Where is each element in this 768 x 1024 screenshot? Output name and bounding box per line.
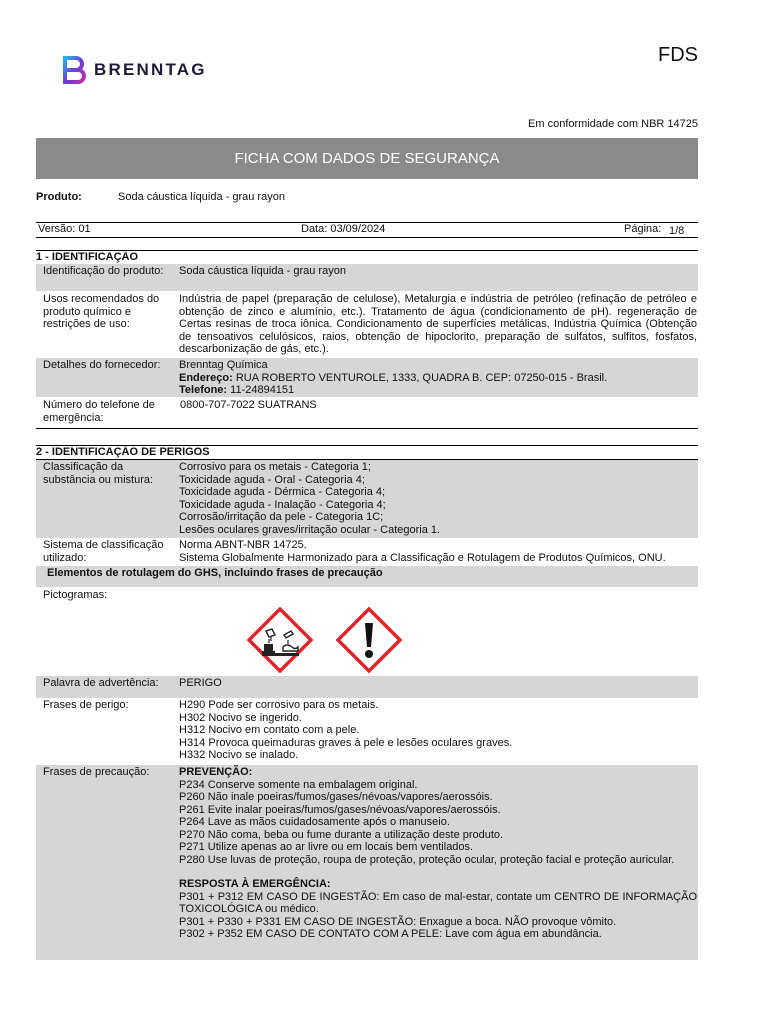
prevention-item: P280 Use luvas de proteção, roupa de proteção, proteção ocular, proteção facial e proteção auricular. — [179, 853, 675, 866]
classification-item: Toxicidade aguda - Oral - Categoria 4; — [179, 473, 365, 486]
section2-title-text: 2 - IDENTIFICAÇÃO DE PERIGOS — [36, 446, 210, 458]
hazard-list — [179, 699, 697, 762]
system-list — [179, 539, 697, 564]
row-label: Palavra de advertência: — [43, 677, 159, 689]
supplier-address: Endereço: RUA ROBERTO VENTUROLE, 1333, QUADRA B. CEP: 07250-015 - Brasil. — [179, 371, 608, 384]
row-emergency-phone — [36, 397, 698, 427]
row-value: Soda cáustica líquida - grau rayon — [179, 265, 346, 277]
ghs-heading — [36, 566, 698, 587]
row-label: Frases de perigo: — [43, 699, 129, 711]
prevention-item: P234 Conserve somente na embalagem original. — [179, 778, 418, 791]
row-label: Pictogramas: — [43, 589, 108, 601]
response-item: P301 + P330 + P331 EM CASO DE INGESTÃO: Enxague a boca. NÃO provoque vômito. — [179, 915, 617, 928]
product-name: Soda cáustica líquida - grau rayon — [118, 191, 285, 203]
classification-item: Lesões oculares graves/irritação ocular - Categoria 1. — [179, 523, 441, 536]
date: Data: 03/09/2024 — [301, 223, 386, 235]
meta-bar — [36, 222, 698, 238]
response-item: P302 + P352 EM CASO DE CONTATO COM A PELE: Lave com água em abundância. — [179, 928, 602, 940]
hazard-item: H312 Nocivo em contato com a pele. — [179, 724, 360, 736]
hazard-item: H302 Nocivo se ingerido. — [179, 711, 302, 724]
logo-wordmark: BRENNTAG — [94, 60, 207, 79]
prevention-item: P271 Utilize apenas ao ar livre ou em locais bem ventilados. — [179, 841, 474, 853]
row-hazard-statements — [36, 698, 698, 765]
prevention-item: P260 Não inale poeiras/fumos/gases/névoas/vapores/aerossóis. — [179, 791, 493, 803]
section1-title-text: 1 - IDENTIFICAÇÃO — [36, 251, 139, 263]
row-recommended-uses — [36, 291, 698, 358]
row-value: Indústria de papel (preparação de celulose), Metalurgia e indústria de petróleo (refinação de petróleo e obtenção de zinco e alumínio, etc.). Tratamento de água (condicionamento de pH). regeneração de Certas resinas de troca iônica. Condicionamento de superfícies metálicas, Indústria Química (Obtenção de tensoativos celulósicos, raios, obtenção de hipoclorito, preparação de sulfatos, sulfitos, fosfatos, descarbonização de gás, etc.). — [179, 293, 697, 355]
row-value: 0800-707-7022 SUATRANS — [180, 399, 317, 411]
system-item: Norma ABNT-NBR 14725. — [179, 539, 307, 551]
section2-title — [36, 445, 698, 460]
row-label: Frases de precaução: — [43, 766, 150, 778]
classification-list — [179, 461, 697, 536]
brenntag-logo — [62, 56, 207, 84]
ghs-heading-text: Elementos de rotulagem do GHS, incluindo frases de precaução — [47, 567, 383, 579]
response-title: RESPOSTA À EMERGÊNCIA: — [179, 878, 331, 890]
row-label: Sistema de classificação utilizado: — [43, 539, 164, 564]
row-precautionary-statements — [36, 765, 698, 960]
supplier-company: Brenntag Química — [179, 359, 268, 371]
product-line — [36, 191, 285, 203]
page-number: 1/8 — [669, 225, 685, 237]
conformity-note: Em conformidade com NBR 14725 — [528, 118, 698, 130]
prevention-item: P270 Não coma, beba ou fume durante a utilização deste produto. — [179, 828, 504, 841]
version: Versão: 01 — [38, 223, 91, 235]
hazard-item: H314 Provoca queimaduras graves à pele e lesões oculares graves. — [179, 736, 513, 749]
prevention-item: P261 Evite inalar poeiras/fumos/gases/névoas/vapores/aerossóis. — [179, 803, 501, 816]
corrosion-pictogram-icon — [247, 607, 313, 673]
supplier-phone: Telefone: 11-24894151 — [179, 384, 295, 396]
title-banner — [36, 138, 698, 179]
signal-word: PERIGO — [179, 677, 222, 689]
product-label: Produto: — [36, 191, 82, 203]
classification-item: Toxicidade aguda - Dérmica - Categoria 4; — [179, 486, 386, 498]
row-label: Identificação do produto: — [43, 265, 164, 277]
row-label: Classificação da substância ou mistura: — [43, 461, 154, 486]
classification-item: Toxicidade aguda - Inalação - Categoria 4; — [179, 498, 386, 511]
response-item: P301 + P312 EM CASO DE INGESTÃO: Em caso de mal-estar, contate um CENTRO DE INFORMAÇÃO TOXICOLÓGICA ou médico. — [179, 890, 697, 915]
page-label: Página: — [624, 223, 662, 235]
row-classification — [36, 460, 698, 538]
hazard-item: H332 Nocivo se inalado. — [179, 749, 299, 761]
row-signal-word — [36, 676, 698, 698]
row-classification-system — [36, 538, 698, 566]
system-item: Sistema Globalmente Harmonizado para a Classificação e Rotulagem de Produtos Químicos, ONU. — [179, 551, 666, 564]
section1-title — [36, 250, 698, 265]
section1-divider — [36, 428, 698, 429]
row-label: Número do telefone de emergência: — [43, 399, 155, 424]
doc-code: FDS — [658, 44, 698, 66]
supplier-details — [179, 359, 697, 397]
prevention-item: P264 Lave as mãos cuidadosamente após o manuseio. — [179, 816, 450, 828]
classification-item: Corrosão/irritação da pele - Categoria 1C; — [179, 511, 384, 523]
precaution-list — [179, 766, 697, 941]
page-title: FICHA COM DADOS DE SEGURANÇA — [234, 150, 500, 167]
classification-item: Corrosivo para os metais - Categoria 1; — [179, 461, 371, 473]
row-supplier — [36, 358, 698, 397]
exclamation-pictogram-icon — [336, 607, 402, 673]
brenntag-logo-icon — [62, 56, 86, 84]
row-pictograms — [36, 588, 698, 676]
hazard-item: H290 Pode ser corrosivo para os metais. — [179, 699, 379, 711]
prevention-title: PREVENÇÃO: — [179, 766, 253, 778]
row-label: Detalhes do fornecedor: — [43, 359, 161, 371]
row-label: Usos recomendados do produto químico e restrições de uso: — [43, 293, 160, 330]
row-product-id — [36, 264, 698, 291]
